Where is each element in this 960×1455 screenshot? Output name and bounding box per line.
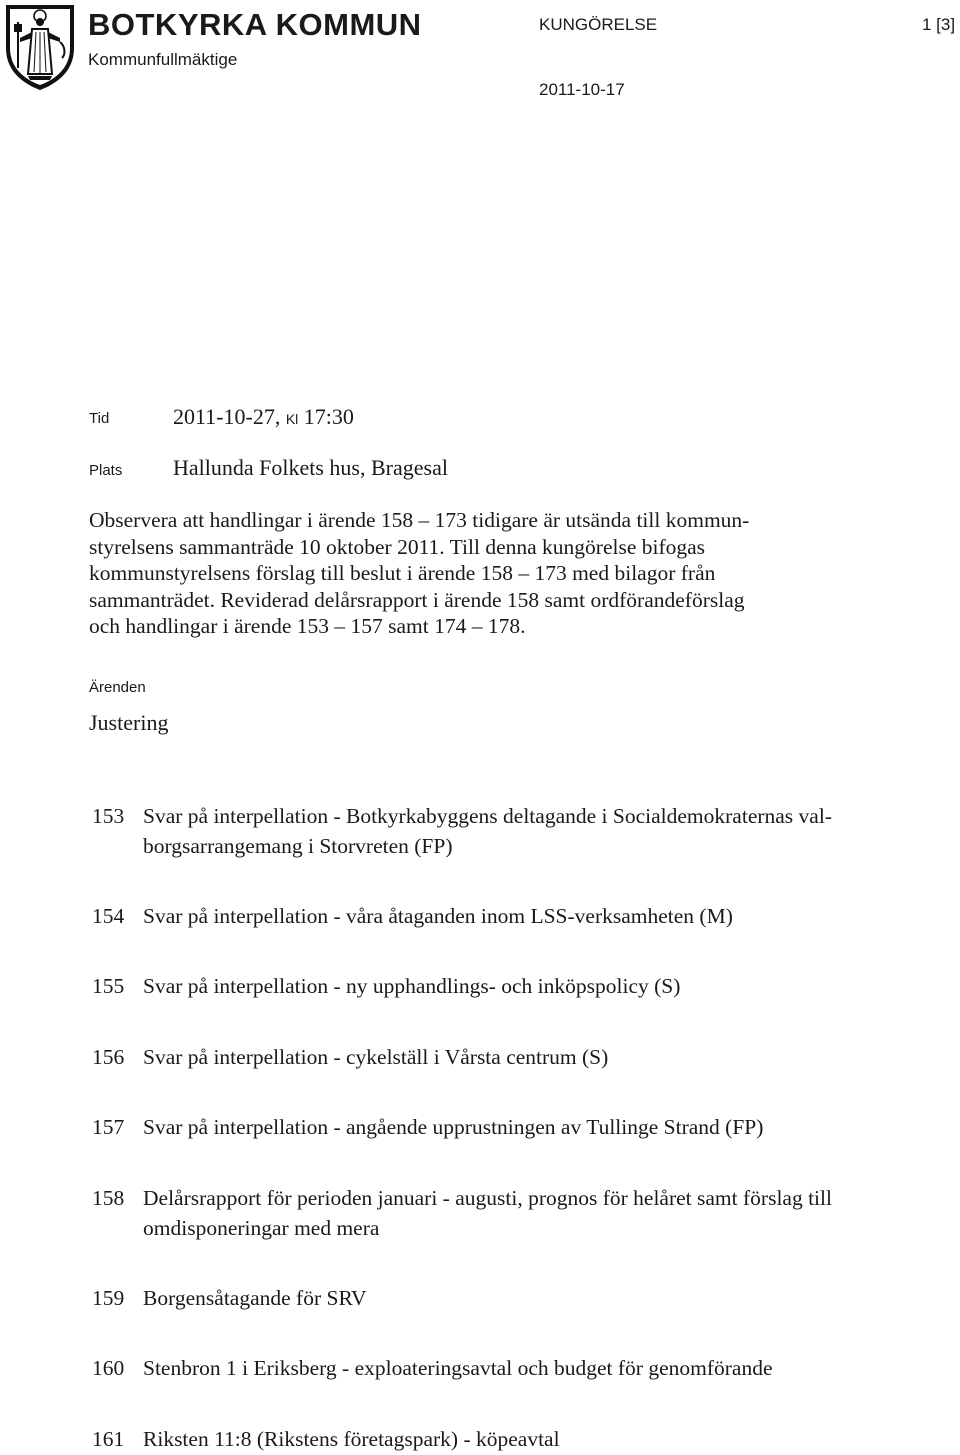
intro-line: styrelsens sammanträde 10 oktober 2011. Till denna kungörelse bifogas [89,534,706,559]
agenda-item-line: Borgensåtagande för SRV [143,1286,367,1310]
agenda-item-line: Delårsrapport för perioden januari - augusti, prognos för helåret samt förslag till [143,1186,832,1210]
agenda-item-line: Svar på interpellation - Botkyrkabyggens deltagande i Socialdemokraternas val- [143,804,832,828]
agenda-item-title [143,1112,763,1142]
agenda-item-number: 155 [92,974,125,998]
agenda-item-line: Riksten 11:8 (Rikstens företagspark) - köpeavtal [143,1427,560,1451]
agenda-item-line: omdisponeringar med mera [143,1216,380,1240]
agenda-item-title [143,971,680,1001]
agenda-item-title [143,1183,832,1243]
page-number: 1 [3] [922,15,956,34]
agenda-item-number: 157 [92,1115,125,1139]
agenda-item-number: 156 [92,1045,125,1069]
agenda-item-title [143,1042,608,1072]
agenda-item-number: 159 [92,1286,125,1310]
agenda-item-line: Svar på interpellation - våra åtaganden inom LSS-verksamheten (M) [143,904,733,928]
coat-of-arms-icon [2,2,78,92]
agenda-item-line: Svar på interpellation - angående upprustningen av Tullinge Strand (FP) [143,1115,764,1139]
justering-heading: Justering [89,710,169,735]
intro-line: Observera att handlingar i ärende 158 – 173 tidigare är utsända till kommun- [89,508,750,532]
place-label: Plats [89,462,123,479]
agenda-item-line: Stenbron 1 i Eriksberg - exploateringsavtal och budget för genomförande [143,1356,773,1380]
intro-line: och handlingar i ärende 153 – 157 samt 174 – 178. [89,614,526,638]
document-date: 2011-10-17 [539,80,625,99]
agenda-item-number: 158 [92,1186,125,1210]
agenda-item-number: 161 [92,1427,125,1451]
agenda-item-number: 154 [92,904,125,928]
intro-line: kommunstyrelsens förslag till beslut i ärende 158 – 173 med bilagor från [89,561,716,585]
agenda-label: Ärenden [89,679,146,696]
agenda-item-title [143,1283,367,1313]
department: Kommunfullmäktige [88,50,238,69]
agenda-item-title [143,1353,773,1383]
time-kl: Kl [285,411,299,427]
time-clock: 17:30 [303,404,354,429]
agenda-item-title [143,801,832,861]
agenda-item-title [143,901,733,931]
agenda-item-number: 153 [92,804,125,828]
agenda-item-line: Svar på interpellation - cykelställ i Vårsta centrum (S) [143,1045,609,1069]
document-type: KUNGÖRELSE [539,15,658,34]
org-name: BOTKYRKA KOMMUN [88,7,422,42]
time-label: Tid [89,410,110,427]
agenda-item-line: borgsarrangemang i Storvreten (FP) [143,834,453,858]
intro-line: sammanträdet. Reviderad delårsrapport i ärende 158 samt ordförandeförslag [89,587,745,612]
time-value [173,404,354,432]
place-value: Hallunda Folkets hus, Bragesal [173,455,448,480]
agenda-item-line: Svar på interpellation - ny upphandlings- och inköpspolicy (S) [143,974,681,998]
intro-paragraph [89,507,809,640]
agenda-item-number: 160 [92,1356,125,1380]
agenda-item-title [143,1424,560,1454]
time-date: 2011-10-27, [173,404,281,429]
